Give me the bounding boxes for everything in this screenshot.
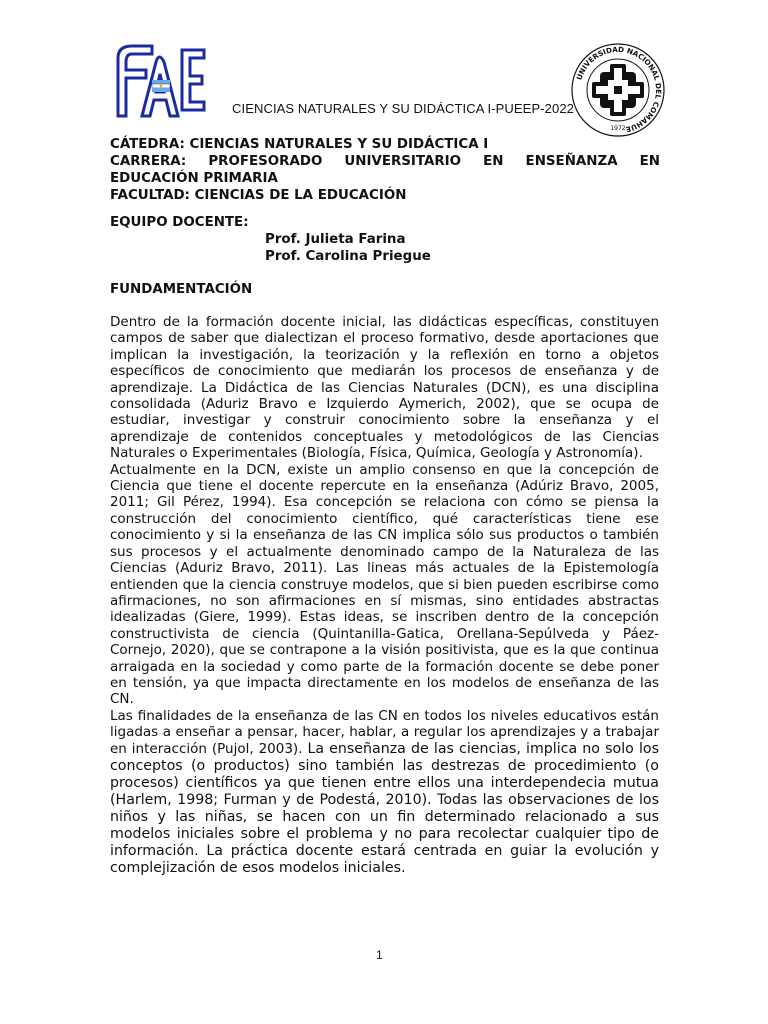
body-text bbox=[110, 314, 659, 877]
catedra-line: CÁTEDRA: CIENCIAS NATURALES Y SU DIDÁCTICA I bbox=[110, 137, 489, 152]
fae-logo bbox=[112, 40, 208, 118]
paragraph: Actualmente en la DCN, existe un amplio consenso en que la concepción de Ciencia que tiene el docente repercute en la enseñanza (Adúriz Bravo, 2005, 2011; Gil Pérez, 1994). Esa concepción se relaciona con cómo se piensa la construcción del conocimiento científico, qué características tiene ese conocimiento y si la enseñanza de las CN implica sólo sus productos o también sus procesos y el actualmente denominado campo de la Naturaleza de las Ciencias (Aduriz Bravo, 2011). Las lineas más actuales de la Epistemología entienden que la ciencia construye modelos, que si bien pueden escribirse como afirmaciones, no son afirmaciones en sí mismas, sino entidades abstractas idealizadas (Giere, 1999). Estas ideas, se inscriben dentro de la concepción constructivista de ciencia (Quintanilla-Gatica, Orellana-Sepúlveda y Páez-Cornejo, 2020), que se contrapone a la visión positivista, que es la que continua arraigada en la sociedad y como parte de la formación docente se debe poner en tensión, ya que impacta directamente en los modelos de enseñanza de las CN. bbox=[110, 461, 659, 708]
paragraph: Dentro de la formación docente inicial, las didácticas específicas, constituyen campos de saber que dialectizan el proceso formativo, desde aportaciones que implican la investigación, la teorización y la reflexión en torno a objetos específicos de conocimiento que mediarán los procesos de enseñanza y de aprendizaje. La Didáctica de las Ciencias Naturales (DCN), es una disciplina consolidada (Aduriz Bravo e Izquierdo Aymerich, 2002), que se ocupa de estudiar, investigar y construir conocimiento sobre la enseñanza y el aprendizaje de contenidos conceptuales y metodológicos de las Ciencias Naturales o Experimentales (Biología, Física, Química, Geología y Astronomía). bbox=[110, 314, 659, 462]
page-number: 1 bbox=[376, 948, 383, 962]
team-label: EQUIPO DOCENTE: bbox=[110, 215, 249, 230]
facultad-line: FACULTAD: CIENCIAS DE LA EDUCACIÓN bbox=[110, 188, 407, 203]
university-seal-icon bbox=[570, 42, 666, 138]
carrera-line: CARRERA: PROFESORADO UNIVERSITARIO EN ENSEÑANZA EN bbox=[110, 154, 660, 169]
course-heading bbox=[110, 136, 660, 204]
team-member: Prof. Carolina Priegue bbox=[265, 249, 431, 264]
seal-text: UNIVERSIDAD NACIONAL DEL COMAHUE bbox=[574, 44, 664, 135]
carrera-line-continued: EDUCACIÓN PRIMARIA bbox=[110, 171, 278, 186]
team-member: Prof. Julieta Farina bbox=[265, 232, 406, 247]
paragraph bbox=[110, 708, 659, 878]
seal-year: 1972 bbox=[610, 125, 626, 132]
section-title: FUNDAMENTACIÓN bbox=[110, 282, 253, 297]
running-header: CIENCIAS NATURALES Y SU DIDÁCTICA I-PUEEP-2022 bbox=[232, 101, 574, 116]
paragraph-part: Las finalidades de la enseñanza de las CN en todos los niveles educativos están ligadas a enseñar a pensar, hacer, hablar, a regular los aprendizajes y a trabajar en interacción (Pujol, 2003). bbox=[110, 707, 659, 757]
paragraph-part: La enseñanza de las ciencias, implica no solo los conceptos (o productos) sino también las destrezas de procedimiento (o procesos) científicos ya que tienen entre ellos una interdependecia mutua (Harlem, 1998; Furman y de Podestá, 2010). Todas las observaciones de los niños y las niñas, se hacen con un fin determinado relacionado a sus modelos iniciales sobre el problema y no para recolectar cualquier tipo de información. La práctica docente estará centrada en guiar la evolución y complejización de esos modelos iniciales. bbox=[110, 740, 659, 877]
